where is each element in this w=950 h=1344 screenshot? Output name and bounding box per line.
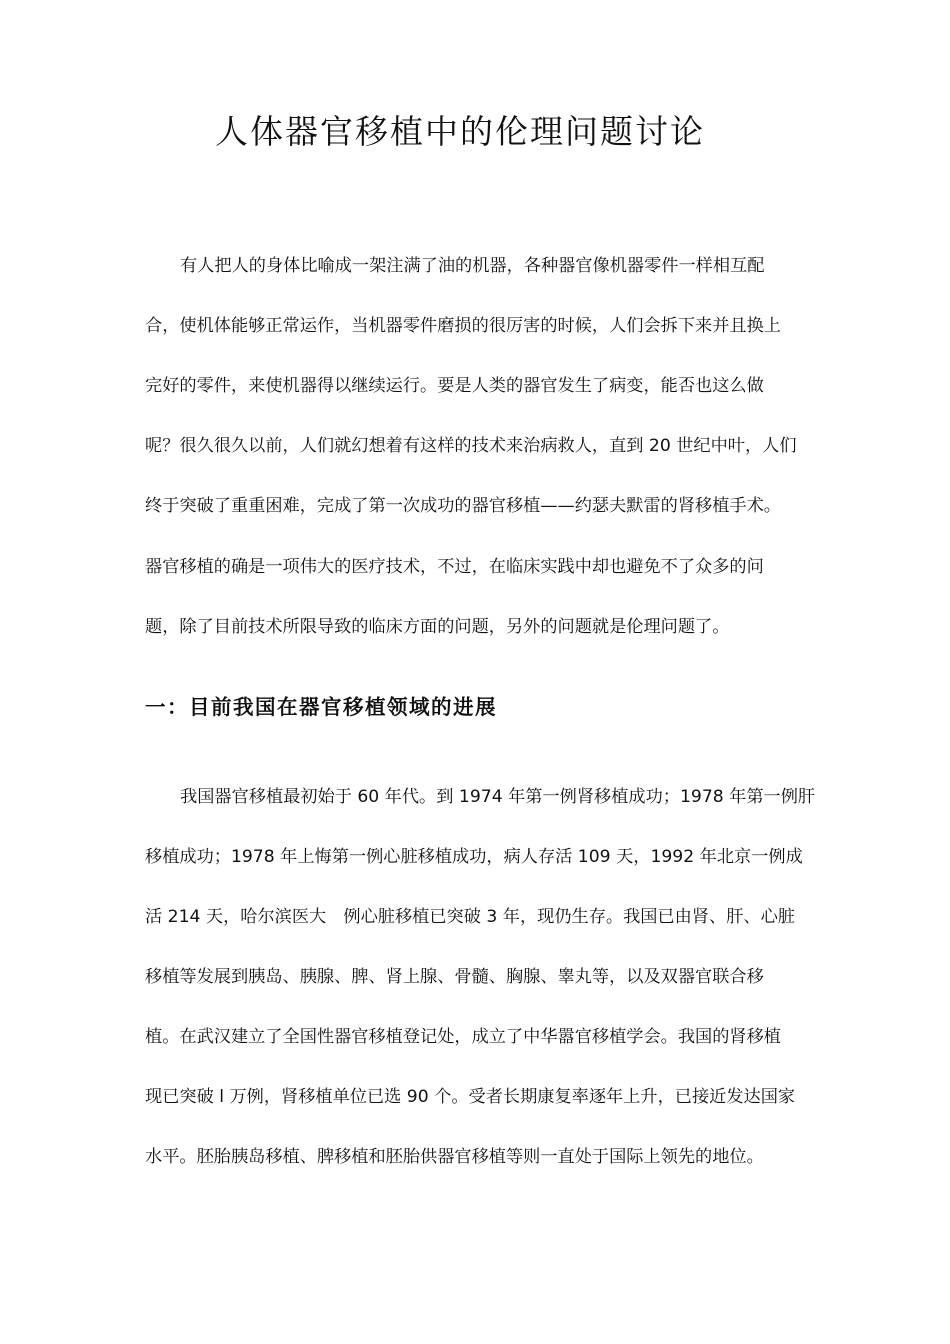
section-line: 移植成功；1978 年上悔第一例心脏移植成功，病人存活 109 天，1992 年北京一例成 — [145, 847, 803, 867]
section-line: 我国器官移植最初始于 60 年代。到 1974 年第一例肾移植成功；1978 年第一例肝 — [180, 787, 816, 807]
section-line: 活 214 天，哈尔滨医大 例心脏移植已突破 3 年，现仍生存。我国已由肾、肝、心脏 — [145, 907, 795, 927]
intro-line: 呢？很久很久以前，人们就幻想着有这样的技术来治病救人，直到 20 世纪中叶，人们 — [145, 436, 797, 456]
section-heading: 一：目前我国在器官移植领域的进展 — [145, 695, 497, 719]
section-line: 植。在武汉建立了全国性器官移植登记处，成立了中华嚣官移植学会。我国的肾移植 — [145, 1027, 781, 1047]
intro-line: 终于突破了重重困难，完成了第一次成功的器官移植——约瑟夫默雷的肾移植手术。 — [145, 496, 781, 516]
intro-line: 题，除了目前技术所限导致的临床方面的问题，另外的问题就是伦理问题了。 — [145, 617, 730, 637]
intro-line: 器官移植的确是一项伟大的医疗技术，不过，在临床实践中却也避免不了众多的问 — [145, 557, 764, 577]
intro-line: 合，使机体能够正常运作，当机器零件磨损的很厉害的时候，人们会拆下来并且换上 — [145, 316, 781, 336]
section-line: 水平。胚胎胰岛移植、脾移植和胚胎供器官移植等则一直处于国际上领先的地位。 — [145, 1147, 764, 1167]
section-line: 现已突破 l 万例，肾移植单位已选 90 个。受者长期康复率逐年上升，已接近发达国家 — [145, 1087, 796, 1107]
intro-line: 有人把人的身体比喻成一架注满了油的机器，各种器官像机器零件一样相互配 — [180, 256, 765, 276]
section-line: 移植等发展到胰岛、胰腺、脾、肾上腺、骨髓、胸腺、睾丸等，以及双器官联合移 — [145, 967, 764, 987]
intro-line: 完好的零件，来使机器得以继续运行。要是人类的器官发生了病变，能否也这么做 — [145, 376, 764, 396]
document-title: 人体器官移植中的伦理问题讨论 — [215, 112, 705, 151]
